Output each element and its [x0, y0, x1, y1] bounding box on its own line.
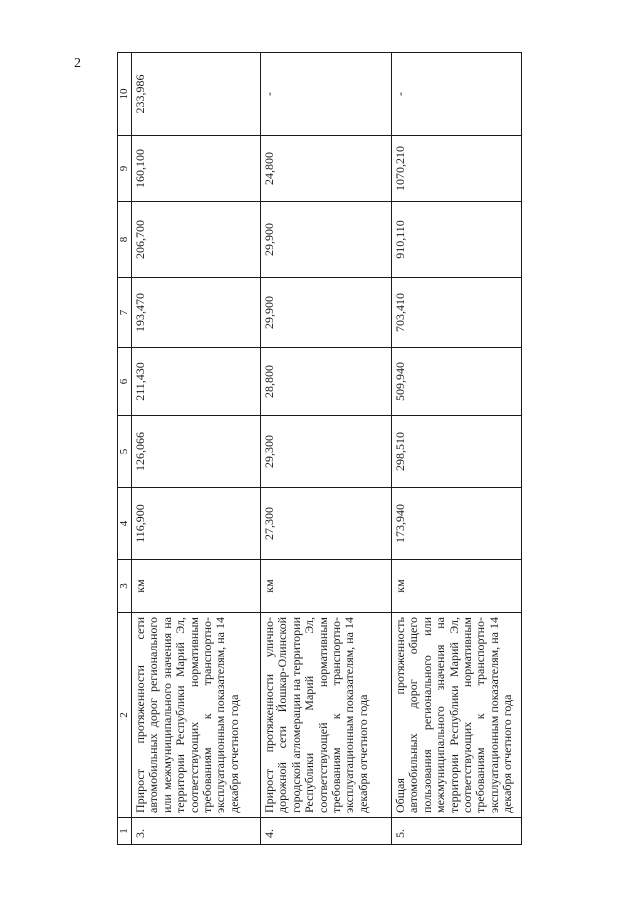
indicator-description: Общая протяженность автомобильных дорог общего пользования регионального или межмуниципального значения на территории Республики Марий Эл, соответствующих нормативным требованиям к транспортно-эксплуатационным показателям, на 14 декабря отчетного года: [392, 613, 522, 818]
value-cell: 173,940: [392, 488, 522, 560]
value-cell: 160,100: [132, 136, 261, 202]
value-cell: 910,110: [392, 202, 522, 278]
value-cell: 29,900: [261, 202, 392, 278]
page-number: 2: [74, 56, 81, 71]
value-cell: 126,066: [132, 416, 261, 488]
value-cell: -: [392, 53, 522, 136]
value-cell: 233,986: [132, 53, 261, 136]
unit-cell: км: [132, 560, 261, 613]
unit-cell: км: [392, 560, 522, 613]
indicator-description: Прирост протяженности сети автомобильных дорог регионального или межмуниципального значения на территории Республики Марий Эл, соответствующих нормативным требованиям к транспортно-эксплуатационным показателям, на 14 декабря отчетного года: [132, 613, 261, 818]
unit-cell: км: [261, 560, 392, 613]
value-cell: 29,300: [261, 416, 392, 488]
row-number: 5.: [392, 818, 522, 845]
column-header: 10: [118, 53, 132, 136]
value-cell: -: [261, 53, 392, 136]
table-header-row: [118, 53, 132, 845]
value-cell: 1070,210: [392, 136, 522, 202]
column-header: 2: [118, 613, 132, 818]
value-cell: 206,700: [132, 202, 261, 278]
table-row: [132, 53, 261, 845]
column-header: 6: [118, 348, 132, 416]
value-cell: 29,900: [261, 278, 392, 348]
indicator-table: [117, 52, 522, 845]
table-row: [392, 53, 522, 845]
row-number: 3.: [132, 818, 261, 845]
column-header: 1: [118, 818, 132, 845]
value-cell: 28,800: [261, 348, 392, 416]
column-header: 5: [118, 416, 132, 488]
table-row: [261, 53, 392, 845]
column-header: 3: [118, 560, 132, 613]
value-cell: 211,430: [132, 348, 261, 416]
value-cell: 24,800: [261, 136, 392, 202]
row-number: 4.: [261, 818, 392, 845]
value-cell: 703,410: [392, 278, 522, 348]
column-header: 7: [118, 278, 132, 348]
value-cell: 298,510: [392, 416, 522, 488]
value-cell: 509,940: [392, 348, 522, 416]
column-header: 4: [118, 488, 132, 560]
column-header: 8: [118, 202, 132, 278]
value-cell: 193,470: [132, 278, 261, 348]
value-cell: 116,900: [132, 488, 261, 560]
column-header: 9: [118, 136, 132, 202]
value-cell: 27,300: [261, 488, 392, 560]
indicator-description: Прирост протяженности улично-дорожной сети Йошкар-Олинской городской агломерации на территории Республики Марий Эл, соответствующей нормативным требованиям к транспортно-эксплуатационным показателям, на 14 декабря отчетного года: [261, 613, 392, 818]
